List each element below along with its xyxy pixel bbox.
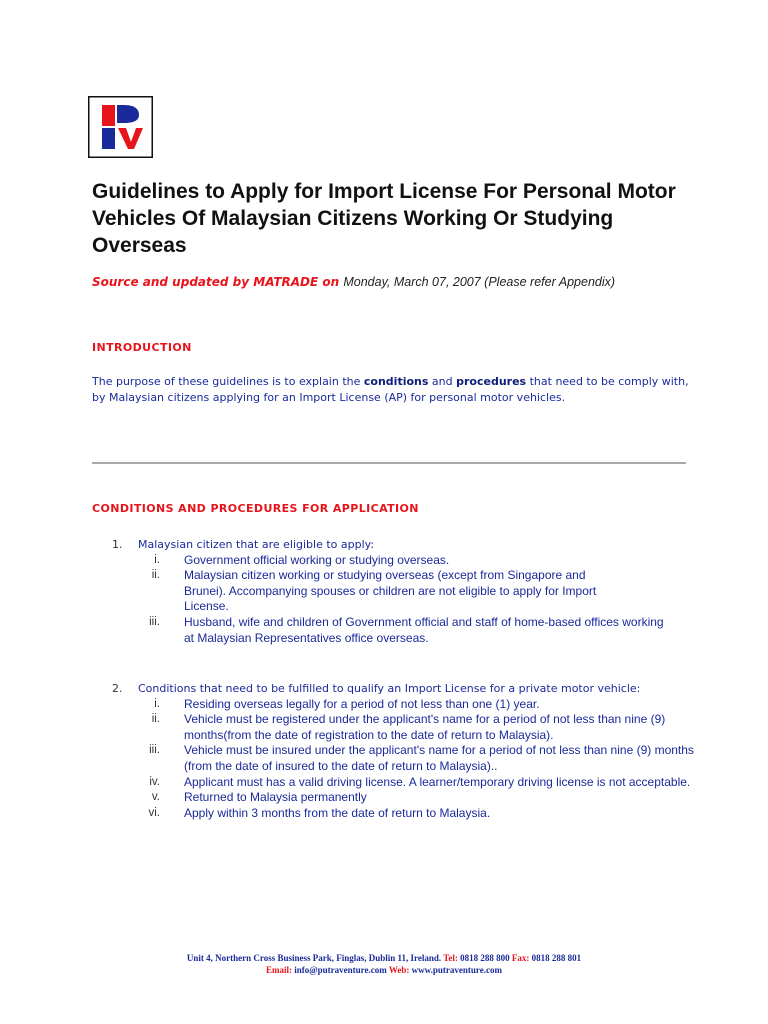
roman-numeral: v. bbox=[151, 791, 160, 804]
footer-web-label: Web: bbox=[388, 965, 412, 975]
page-footer bbox=[0, 952, 768, 976]
list-subitem bbox=[92, 806, 712, 822]
footer-email-label: Email: bbox=[266, 965, 295, 975]
roman-numeral: ii. bbox=[151, 713, 160, 726]
subitem-text: Husband, wife and children of Government official and staff of home-based offices working at Malaysian Representatives office overseas. bbox=[184, 614, 664, 645]
putraventure-logo-icon bbox=[88, 96, 153, 158]
intro-bold-conditions: conditions bbox=[363, 375, 429, 388]
roman-numeral: iv. bbox=[149, 775, 160, 788]
roman-numeral: ii. bbox=[151, 569, 160, 582]
list-subitem bbox=[92, 712, 714, 743]
source-line bbox=[92, 275, 615, 289]
intro-bold-procedures: procedures bbox=[456, 375, 527, 388]
subitem-text: Apply within 3 months from the date of return to Malaysia. bbox=[184, 805, 491, 820]
introduction-paragraph bbox=[92, 374, 692, 406]
footer-tel-label: Tel: bbox=[443, 953, 461, 963]
list-subitem bbox=[92, 775, 714, 791]
section-divider bbox=[92, 462, 686, 464]
list-number: 2. bbox=[112, 682, 123, 695]
roman-numeral: iii. bbox=[149, 744, 160, 757]
footer-tel: 0818 288 800 bbox=[460, 953, 512, 963]
source-org: MATRADE bbox=[253, 275, 319, 289]
list-number: 1. bbox=[112, 538, 123, 551]
subitem-text: Malaysian citizen working or studying overseas (except from Singapore and Brunei). Accompanying spouses or children are not eligible to apply for Import License. bbox=[184, 568, 597, 614]
eligibility-list bbox=[92, 537, 712, 646]
subitem-text: Returned to Malaysia permanently bbox=[184, 790, 367, 805]
list-item-1 bbox=[92, 537, 712, 553]
list-item-2 bbox=[92, 681, 712, 697]
footer-fax: 0818 288 801 bbox=[531, 953, 582, 963]
intro-text-2: and bbox=[428, 375, 457, 388]
footer-web[interactable]: www.putraventure.com bbox=[411, 965, 502, 975]
source-prefix: Source and updated by bbox=[92, 275, 254, 289]
list-item-text: Conditions that need to be fulfilled to qualify an Import License for a private motor vehicle: bbox=[138, 682, 641, 695]
roman-numeral: vi. bbox=[148, 806, 160, 819]
intro-text-1: The purpose of these guidelines is to explain the bbox=[92, 375, 364, 388]
roman-numeral: i. bbox=[154, 553, 160, 566]
subitem-text: Vehicle must be registered under the applicant's name for a period of not less than nine (9) months(from the date of registration to the date of return to Malaysia). bbox=[184, 712, 666, 742]
roman-numeral: i. bbox=[154, 697, 160, 710]
conditions-heading: CONDITIONS AND PROCEDURES FOR APPLICATION bbox=[92, 502, 419, 515]
list-subitem bbox=[92, 790, 712, 806]
subitem-text: Vehicle must be insured under the applicant's name for a period of not less than nine (9) months (from the date of insured to the date of return to Malaysia).. bbox=[184, 743, 694, 773]
footer-email[interactable]: info@putraventure.com bbox=[294, 965, 389, 975]
list-item-text: Malaysian citizen that are eligible to apply: bbox=[138, 538, 375, 551]
roman-numeral: iii. bbox=[149, 615, 160, 628]
list-subitem bbox=[92, 568, 604, 615]
subitem-text: Applicant must has a valid driving license. A learner/temporary driving license is not acceptable. bbox=[184, 774, 691, 789]
list-subitem bbox=[92, 743, 694, 774]
conditions-list bbox=[92, 681, 712, 821]
source-date: Monday, March 07, 2007 (Please refer Appendix) bbox=[343, 275, 616, 289]
source-on: on bbox=[318, 275, 344, 289]
document-title: Guidelines to Apply for Import License For Personal Motor Vehicles Of Malaysian Citizens Working Or Studying Overseas bbox=[92, 180, 676, 257]
list-subitem bbox=[92, 615, 674, 646]
footer-contact-line bbox=[0, 952, 768, 964]
footer-address: Unit 4, Northern Cross Business Park, Finglas, Dublin 11, Ireland. bbox=[186, 953, 444, 963]
footer-fax-label: Fax: bbox=[511, 953, 532, 963]
subitem-text: Government official working or studying overseas. bbox=[184, 552, 450, 567]
intro-text-3: that need to be comply with, by Malaysian citizens applying for an Import License (AP) for personal motor vehicles. bbox=[92, 375, 689, 404]
introduction-heading: INTRODUCTION bbox=[92, 341, 192, 354]
list-subitem bbox=[92, 553, 712, 569]
subitem-text: Residing overseas legally for a period of not less than one (1) year. bbox=[184, 696, 540, 711]
footer-web-line bbox=[0, 964, 768, 976]
list-subitem bbox=[92, 697, 712, 713]
